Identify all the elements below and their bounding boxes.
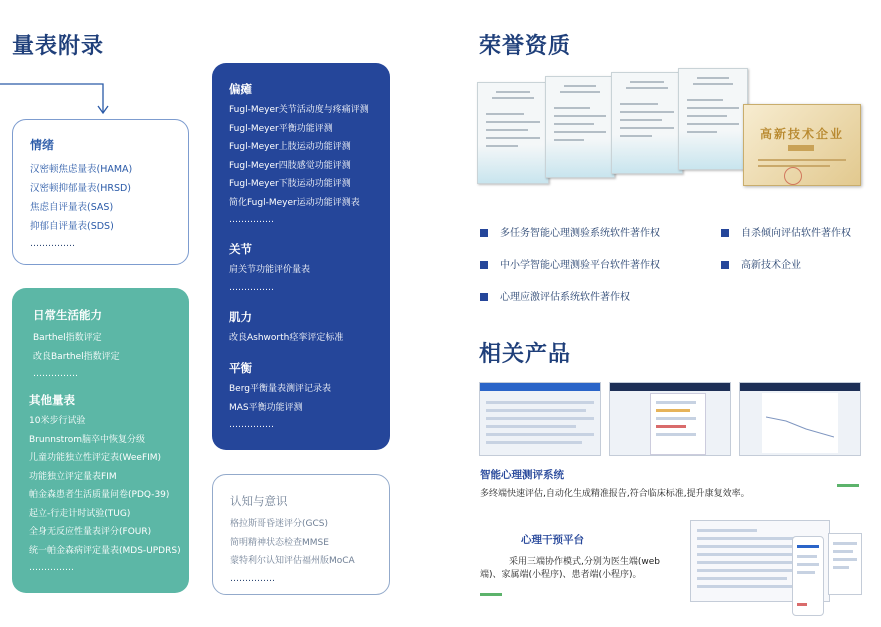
list-item: 简化Fugl-Meyer运动功能评测表: [229, 197, 360, 208]
list-item: 统一帕金森病评定量表(MDS-UPDRS): [29, 545, 181, 556]
honor-item: 多任务智能心理测验系统软件著作权: [480, 224, 660, 239]
more-dots: ……………: [230, 573, 275, 584]
daily-other-card: [12, 288, 189, 593]
product-screenshot: [609, 382, 731, 456]
square-bullet-icon: [480, 229, 488, 237]
certificate: [678, 68, 748, 170]
product-description: 采用三端协作模式,分别为医生端(web: [509, 557, 660, 567]
product-name: 智能心理测评系统: [480, 469, 564, 481]
other-title: 其他量表: [29, 393, 75, 407]
square-bullet-icon: [721, 261, 729, 269]
accent-bar: [480, 593, 502, 596]
honor-item: 自杀倾向评估软件著作权: [721, 224, 851, 239]
muscle-title: 肌力: [229, 309, 252, 324]
list-item: 功能独立评定量表FIM: [29, 471, 117, 482]
product-phone-screenshot: [792, 536, 824, 616]
honor-item: 心理应激评估系统软件著作权: [480, 288, 630, 303]
list-item: 全身无反应性量表评分(FOUR): [29, 527, 152, 537]
emotion-card: [12, 119, 189, 265]
list-item: 改良Barthel指数评定: [33, 351, 120, 362]
honor-item: 中小学智能心理测验平台软件著作权: [480, 256, 660, 271]
more-dots: ……………: [30, 239, 75, 249]
square-bullet-icon: [721, 229, 729, 237]
more-dots: ……………: [229, 420, 274, 430]
emotion-title: 情绪: [30, 138, 55, 152]
list-item: Fugl-Meyer上肢运动功能评测: [229, 142, 351, 152]
accent-bar: [837, 484, 859, 487]
joint-title: 关节: [229, 242, 252, 256]
list-item: 改良Ashworth痉挛评定标准: [229, 332, 344, 343]
more-dots: ……………: [229, 282, 274, 293]
products-title: 相关产品: [479, 342, 572, 367]
list-item: 焦虑自评量表(SAS): [30, 202, 114, 213]
appendix-title: 量表附录: [12, 34, 105, 59]
balance-title: 平衡: [229, 361, 252, 375]
list-item: Fugl-Meyer关节活动度与疼痛评测: [229, 105, 369, 115]
list-item: 汉密顿抑郁量表(HRSD): [30, 183, 132, 194]
hemiplegia-title: 偏瘫: [229, 82, 252, 96]
product-screenshot: [739, 382, 861, 456]
hightech-cert-title: 高新技术企业: [759, 127, 844, 141]
square-bullet-icon: [480, 261, 488, 269]
list-item: Fugl-Meyer平衡功能评测: [229, 123, 333, 134]
list-item: Barthel指数评定: [33, 333, 102, 343]
list-item: Berg平衡量表测评记录表: [229, 384, 331, 394]
more-dots: ……………: [33, 369, 78, 379]
hightech-certificate: [743, 104, 861, 186]
more-dots: ……………: [29, 563, 74, 573]
list-item: 抑郁自评量表(SDS): [30, 221, 114, 232]
honor-item: 高新技术企业: [721, 256, 801, 271]
list-item: 肩关节功能评价量表: [229, 265, 311, 275]
square-bullet-icon: [480, 293, 488, 301]
cognition-card: [212, 474, 390, 595]
product-description: 端)、家属端(小程序)、患者端(小程序)。: [480, 570, 642, 580]
list-item: Fugl-Meyer下肢运动功能评测: [229, 179, 351, 189]
cognition-title: 认知与意识: [230, 494, 288, 508]
product-description: 多终端快速评估,自动化生成精准报告,符合临床标准,提升康复效率。: [480, 489, 750, 499]
product-screenshot: [828, 533, 862, 595]
list-item: 10米步行试验: [29, 416, 86, 426]
list-item: 儿童功能独立性评定表(WeeFIM): [29, 453, 162, 463]
certificate: [611, 72, 683, 174]
list-item: MAS平衡功能评测: [229, 402, 303, 413]
list-item: 汉密顿焦虑量表(HAMA): [30, 164, 133, 175]
certificate: [477, 82, 549, 184]
list-item: 格拉斯哥昏迷评分(GCS): [230, 519, 328, 529]
list-item: Fugl-Meyer四肢感觉功能评测: [229, 160, 351, 171]
daily-title: 日常生活能力: [33, 308, 102, 322]
list-item: 蒙特利尔认知评估福州版MoCA: [230, 556, 355, 566]
list-item: 帕金森患者生活质量问卷(PDQ-39): [29, 490, 170, 500]
connector-arrow-icon: [0, 75, 120, 120]
product-screenshot: [479, 382, 601, 456]
certificates-image: [475, 62, 865, 222]
honors-title: 荣誉资质: [479, 34, 572, 59]
more-dots: ……………: [229, 215, 274, 225]
list-item: 简明精神状态检查MMSE: [230, 537, 329, 548]
motor-card: [212, 63, 390, 450]
product-name: 心理干预平台: [521, 534, 584, 546]
certificate: [545, 76, 615, 178]
list-item: 起立-行走计时试验(TUG): [29, 508, 131, 519]
list-item: Brunnstrom脑卒中恢复分级: [29, 434, 145, 445]
